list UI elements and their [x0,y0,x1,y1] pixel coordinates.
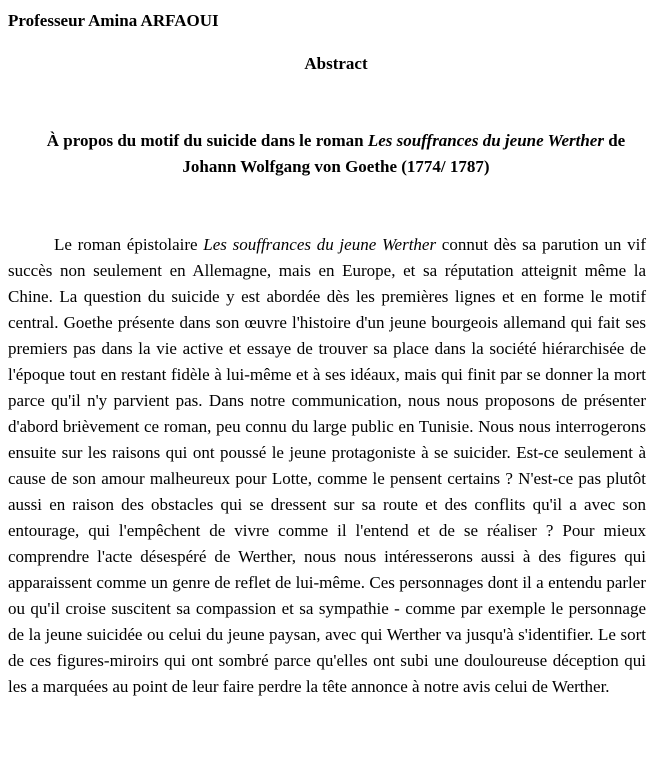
abstract-paragraph [8,232,646,700]
article-title [30,128,642,180]
body-text-part2: connut dès sa parution un vif succès non seulement en Allemagne, mais en Europe, et sa réputation atteignit même la Chine. La question du suicide y est abordée dès les premières lignes et en forme le motif central. Goethe présente dans son œuvre l'histoire d'un jeune bourgeois allemand qui fait ses premiers pas dans la vie active et essaye de trouver sa place dans la société hiérarchisée de l'époque tout en restant fidèle à lui-même et à ses idéaux, mais qui finit par se donner la mort parce qu'il n'y parvient pas. Dans notre communication, nous nous proposons de présenter d'abord brièvement ce roman, peu connu du large public en Tunisie. Nous nous interrogerons ensuite sur les raisons qui ont poussé le jeune protagoniste à se suicider. Est-ce seulement à cause de son amour malheureux pour Lotte, comme le pensent certains ? N'est-ce pas plutôt aussi en raison des obstacles qui se dressent sur sa route et des conflits qu'il a avec son entourage, qui l'empêchent de vivre comme il l'entend et de se réaliser ? Pour mieux comprendre l'acte désespéré de Werther, nous nous intéresserons aussi à des figures qui apparaissent comme un genre de reflet de lui-même. Ces personnages dont il a entendu parler ou qu'il croise suscitent sa compassion et sa sympathie - comme par exemple le personnage de la jeune suicidée ou celui du jeune paysan, avec qui Werther va jusqu'à s'identifier. Le sort de ces figures-miroirs qui ont sombré parce qu'elles ont subi une douloureuse déception qui les a marquées au point de leur faire perdre la tête annonce à notre avis celui de Werther. [8,235,646,696]
body-text-part1: Le roman épistolaire [54,235,204,254]
title-text-part1: À propos du motif du suicide dans le roman [46,131,368,150]
title-text-part2: de Johann Wolfgang von Goethe (1774/ 1787) [182,131,626,176]
body-novel-name: Les souffrances du jeune Werther [203,235,437,254]
abstract-heading: Abstract [304,54,368,73]
title-novel-name: Les souffrances du jeune Werther [367,131,604,150]
author-name: Professeur Amina ARFAOUI [8,11,219,30]
